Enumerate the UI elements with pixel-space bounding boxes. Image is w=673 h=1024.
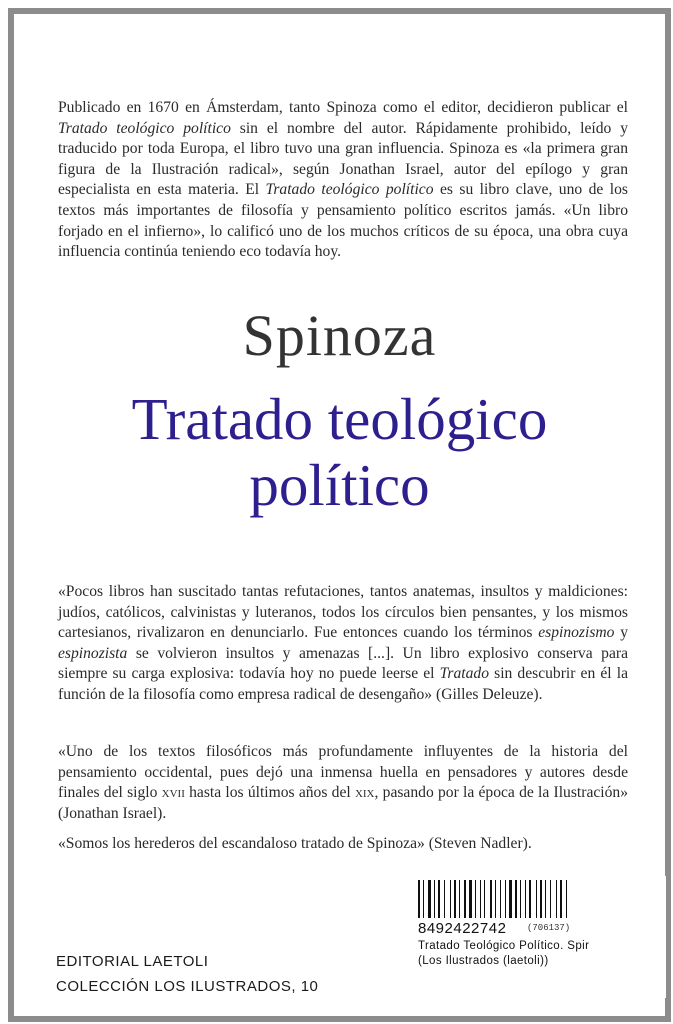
barcode-bar — [450, 880, 451, 918]
quote-deleuze — [58, 582, 628, 706]
barcode-bar — [520, 880, 521, 918]
barcode-bar — [464, 880, 466, 918]
collection-name: COLECCIÓN LOS ILUSTRADOS, 10 — [56, 978, 319, 995]
barcode-bar — [495, 880, 496, 918]
product-code: (706137) — [527, 923, 571, 933]
synopsis-title-ref-1: Tratado teológico político — [58, 119, 231, 137]
quote1-term-2: espinozista — [58, 644, 128, 662]
barcode-bar — [459, 880, 460, 918]
barcode-bar — [434, 880, 435, 918]
author-name: Spinoza — [242, 303, 437, 368]
barcode-bar — [480, 880, 481, 918]
barcode-bar — [438, 880, 440, 918]
quote2-century-1: xvii — [161, 784, 185, 802]
barcode-bar — [566, 880, 567, 918]
barcode-bar — [444, 880, 445, 918]
barcode-bar — [545, 880, 546, 918]
barcode-bar — [454, 880, 456, 918]
barcode-bar — [484, 880, 485, 918]
synopsis-text-3: es su libro clave, uno de los textos más importantes de filosofía y pensamiento político escritos jamás. «Un libro forjado en el infierno», lo calificó uno de los muchos críticos de su época, una obra cuya influencia continúa teniendo eco todavía hoy. — [58, 181, 628, 261]
quote-nadler: «Somos los herederos del escandaloso tratado de Spinoza» (Steven Nadler). — [58, 835, 532, 852]
quote2-text-c: , pasando por la época de la Ilustración» (Jonathan Israel). — [58, 784, 629, 822]
book-back-cover — [8, 8, 671, 1022]
book-title-line-2: político — [249, 452, 430, 518]
barcode-bar — [490, 880, 492, 918]
isbn-number: 8492422742 — [418, 920, 507, 937]
barcode-bar — [540, 880, 542, 918]
barcode-bar — [509, 880, 512, 918]
barcode-sticker — [410, 876, 666, 998]
quote2-century-2: xix — [354, 784, 375, 802]
quote1-term-1: espinozismo — [538, 624, 615, 642]
barcode-bar — [418, 880, 420, 918]
quote2-text-a: «Uno de los textos filosóficos más profundamente influyentes de la historia del pensamiento occidental, pues dejó una inmensa huella en pensadores y autores desde finales del siglo — [58, 743, 628, 802]
synopsis-text-2: sin el nombre del autor. Rápidamente prohibido, leído y traducido por toda Europa, el libro tuvo una gran influencia. Spinoza es «la primera gran figura de la Ilustración radical», según Jonathan Israel, autor del epílogo y gran especialista en esta materia. El — [58, 119, 628, 199]
barcode-bar — [515, 880, 517, 918]
quote2-text-b: hasta los últimos años del — [184, 784, 355, 802]
quote1-text-d: sin descubrir en él la función de la filosofía como empresa radical de desengaño» (Gilles Deleuze). — [58, 665, 628, 703]
barcode-bar — [469, 880, 472, 918]
quote-israel — [58, 742, 628, 824]
book-title-line-1: Tratado teológico — [131, 386, 548, 452]
barcode-bar — [536, 880, 537, 918]
barcode-bar — [525, 880, 526, 918]
quote1-text-c: se volvieron insultos y amenazas [...]. Un libro explosivo conserva para siempre su carga explosiva: todavía hoy no puede leerse el — [58, 644, 628, 683]
barcode-bar — [550, 880, 551, 918]
publisher-name: EDITORIAL LAETOLI — [56, 953, 209, 970]
barcode-bar — [475, 880, 476, 918]
barcode-bar — [423, 880, 424, 918]
barcode-bar — [505, 880, 506, 918]
barcode-bar — [560, 880, 562, 918]
barcode-bar — [428, 880, 431, 918]
quote1-text-a: «Pocos libros han suscitado tantas refutaciones, tantos anatemas, insultos y maldiciones: judíos, católicos, calvinistas y luteranos, todos los círculos bien pensantes, y los mismos cartesianos, rivalizaron en denunciarlo. Fue entonces cuando los términos — [58, 583, 628, 642]
barcode-label-title: Tratado Teológico Político. Spir — [418, 940, 590, 952]
barcode-bar — [529, 880, 531, 918]
synopsis-title-ref-2: Tratado teológico político — [265, 181, 434, 199]
barcode-bar — [500, 880, 501, 918]
synopsis-text-1: Publicado en 1670 en Ámsterdam, tanto Spinoza como el editor, decidieron publicar el — [58, 99, 628, 116]
quote1-text-b: y — [614, 624, 628, 642]
barcode-bar — [556, 880, 557, 918]
barcode-label-series: (Los Ilustrados (laetoli)) — [418, 955, 549, 967]
synopsis-paragraph — [58, 98, 628, 263]
barcode-image — [418, 880, 588, 918]
book-title — [14, 386, 665, 518]
quote1-term-3: Tratado — [439, 665, 490, 683]
